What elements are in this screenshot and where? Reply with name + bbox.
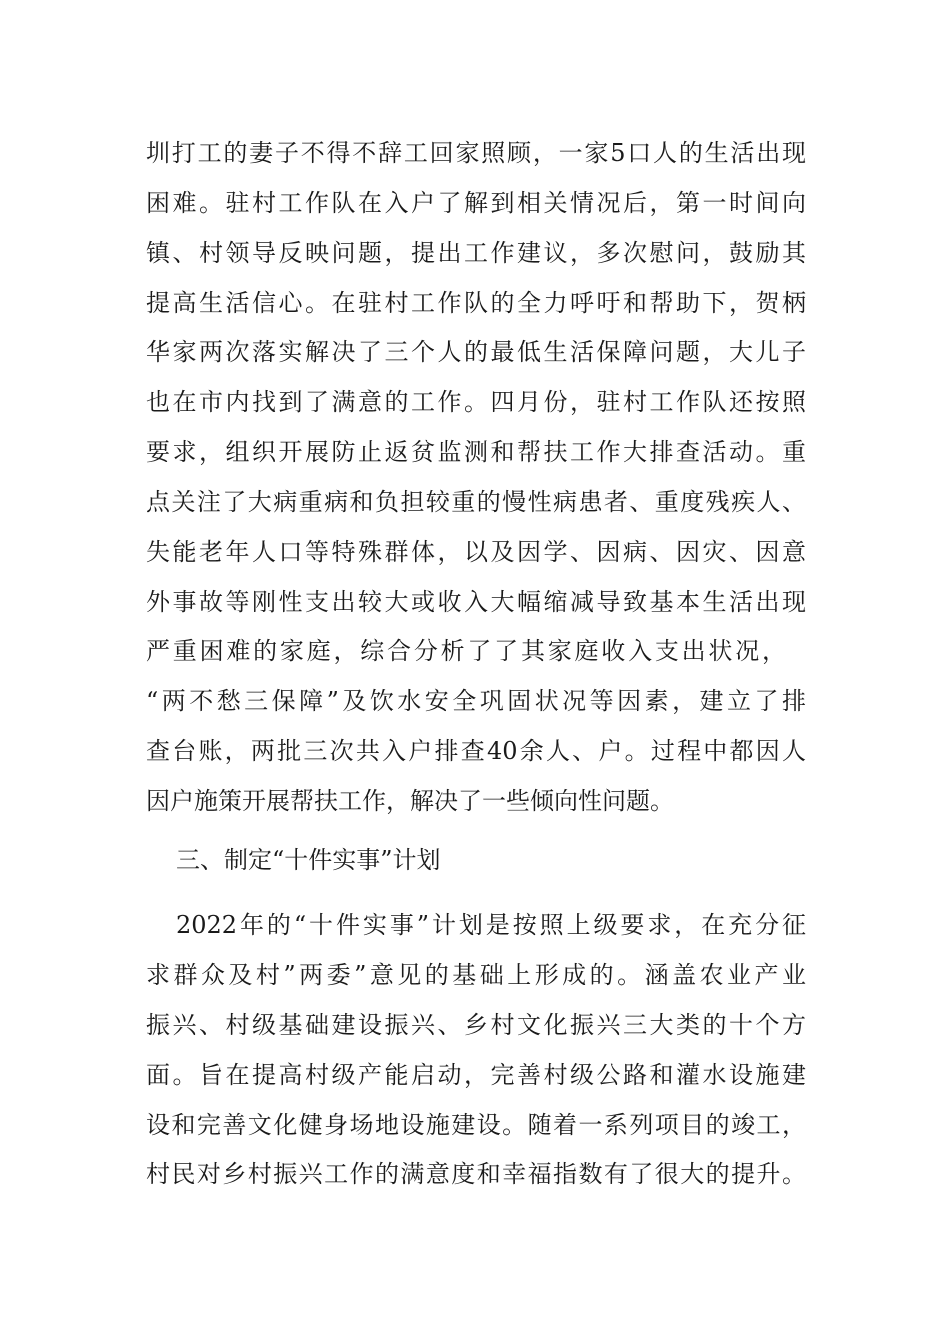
body-text-line: 面。旨在提高村级产能启动，完善村级公路和灌水设施建: [146, 1061, 806, 1089]
section-heading: 三、制定“十件实事”计划: [176, 846, 441, 874]
body-text-line: 点关注了大病重病和负担较重的慢性病患者、重度残疾人、: [146, 488, 806, 516]
body-text-line: 振兴、村级基础建设振兴、乡村文化振兴三大类的十个方: [146, 1011, 806, 1039]
body-text-line: 提高生活信心。在驻村工作队的全力呼吁和帮助下，贺柄: [146, 289, 806, 317]
body-text-line: 困难。驻村工作队在入户了解到相关情况后，第一时间向: [146, 189, 806, 217]
body-text-line: 圳打工的妻子不得不辞工回家照顾，一家5口人的生活出现: [146, 139, 806, 167]
body-text-line: “两不愁三保障”及饮水安全巩固状况等因素，建立了排: [146, 687, 806, 715]
body-text-line: 求群众及村”两委”意见的基础上形成的。涵盖农业产业: [146, 961, 806, 989]
body-text-line: 因户施策开展帮扶工作，解决了一些倾向性问题。: [146, 787, 674, 815]
body-text-line: 设和完善文化健身场地设施建设。随着一系列项目的竣工，: [146, 1111, 806, 1139]
body-text-line: 失能老年人口等特殊群体，以及因学、因病、因灾、因意: [146, 538, 806, 566]
body-text-line: 要求，组织开展防止返贫监测和帮扶工作大排查活动。重: [146, 438, 806, 466]
body-text-line: 严重困难的家庭，综合分析了了其家庭收入支出状况，: [146, 637, 786, 665]
body-text-line: 华家两次落实解决了三个人的最低生活保障问题，大儿子: [146, 338, 806, 366]
body-text-line: 镇、村领导反映问题，提出工作建议，多次慰问，鼓励其: [146, 239, 806, 267]
body-text-line: 2022年的“十件实事”计划是按照上级要求，在充分征: [176, 911, 806, 939]
body-text-line: 外事故等刚性支出较大或收入大幅缩减导致基本生活出现: [146, 588, 806, 616]
body-text-line: 查台账，两批三次共入户排查40余人、户。过程中都因人: [146, 737, 806, 765]
body-text-line: 村民对乡村振兴工作的满意度和幸福指数有了很大的提升。: [146, 1160, 806, 1188]
body-text-line: 也在市内找到了满意的工作。四月份，驻村工作队还按照: [146, 388, 806, 416]
